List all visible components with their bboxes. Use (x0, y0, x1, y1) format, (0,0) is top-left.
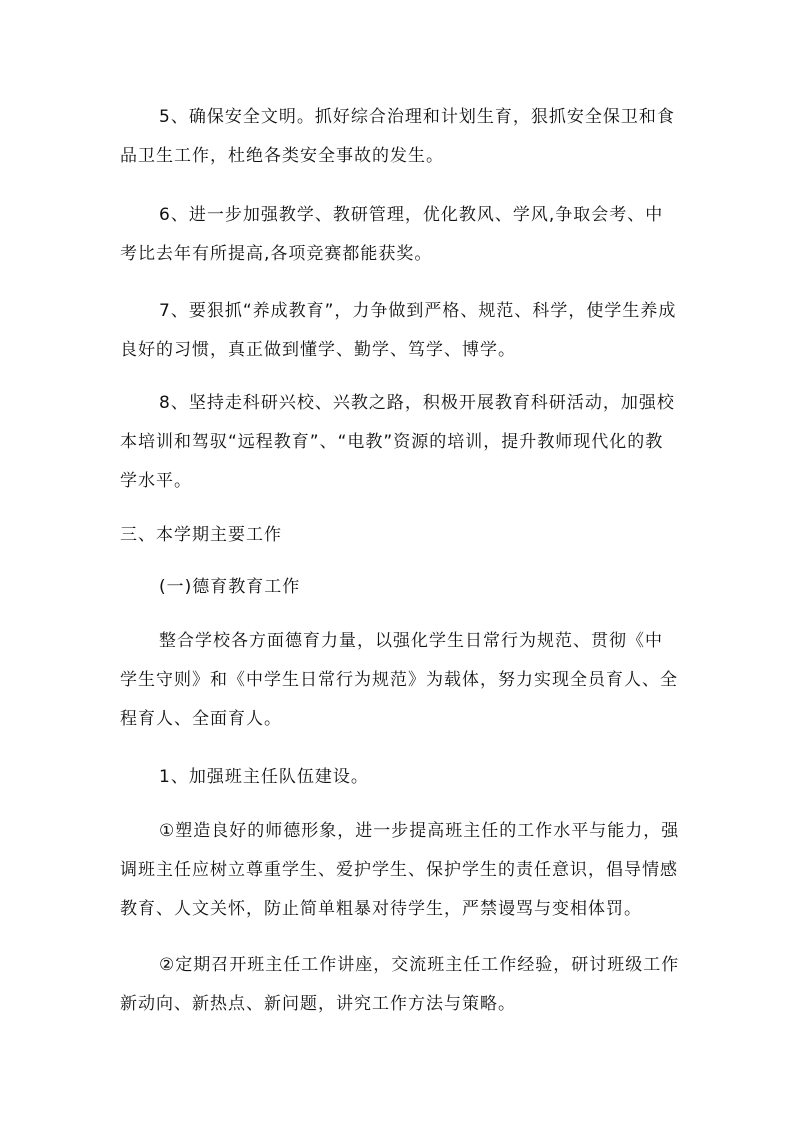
paragraph-teaching: 6、进一步加强教学、教研管理，优化教风、学风,争取会考、中考比去年有所提高,各项竞赛都能获奖。 (120, 205, 664, 264)
paragraph-lectures: ②定期召开班主任工作讲座，交流班主任工作经验，研讨班级工作新动向、新热点、新问题，讲究工作方法与策略。 (120, 955, 680, 1014)
subsection-heading: (一)德育教育工作 (159, 577, 301, 597)
item-heading: 1、加强班主任队伍建设。 (159, 767, 369, 787)
paragraph-habits: 7、要狠抓“养成教育”，力争做到严格、规范、科学，使学生养成良好的习惯，真正做到懂学、勤学、笃学、博学。 (120, 301, 677, 360)
paragraph-moral-education: 整合学校各方面德育力量，以强化学生日常行为规范、贯彻《中学生守则》和《中学生日常行为规范》为载体，努力实现全员育人、全程育人、全面育人。 (120, 631, 678, 729)
paragraph-safety: 5、确保安全文明。抓好综合治理和计划生育，狠抓安全保卫和食品卫生工作，杜绝各类安全事故的发生。 (120, 107, 675, 166)
paragraph-research: 8、坚持走科研兴校、兴教之路，积极开展教育科研活动，加强校本培训和驾驭“远程教育”、“电教”资源的培训，提升教师现代化的教学水平。 (120, 393, 675, 491)
paragraph-teacher-ethics: ①塑造良好的师德形象，进一步提高班主任的工作水平与能力，强调班主任应树立尊重学生、爱护学生、保护学生的责任意识，倡导情感教育、人文关怀，防止简单粗暴对待学生，严禁谩骂与变相体罚。 (120, 821, 680, 919)
section-heading: 三、本学期主要工作 (120, 525, 282, 545)
